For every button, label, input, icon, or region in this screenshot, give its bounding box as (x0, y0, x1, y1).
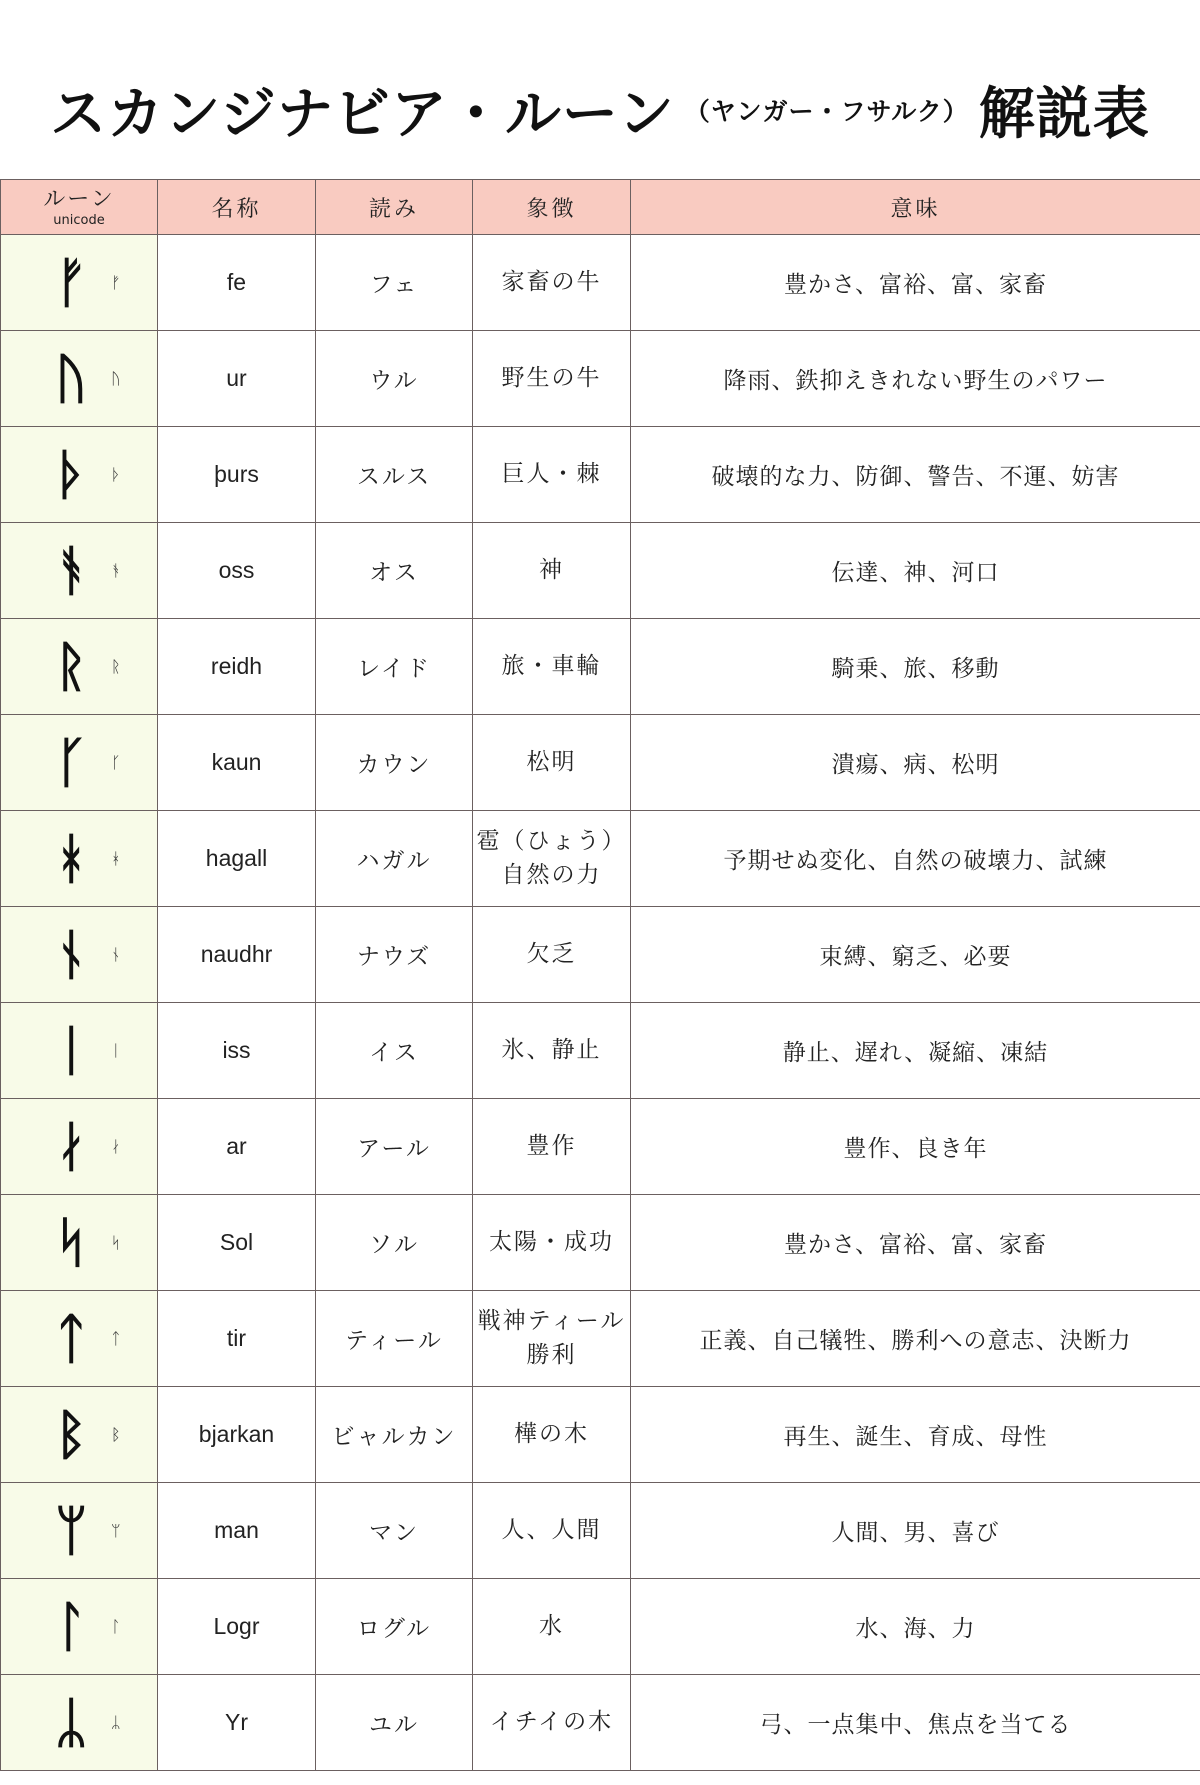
rune-glyph-unicode: ᛅ (111, 1136, 121, 1156)
rune-meaning: 豊かさ、富裕、富、家畜 (631, 1195, 1200, 1291)
rune-cell (1, 1099, 158, 1195)
table-row (1, 1675, 1200, 1771)
title-tail: 解説表 (978, 82, 1150, 147)
rune-reading: ナウズ (316, 907, 473, 1003)
rune-name: oss (158, 523, 316, 619)
rune-symbol-line: 松明 (526, 748, 577, 775)
table-row (1, 1483, 1200, 1579)
rune-name: bjarkan (158, 1387, 316, 1483)
rune-meaning: 豊かさ、富裕、富、家畜 (631, 235, 1200, 331)
rune-cell (1, 523, 158, 619)
rune-symbol (473, 715, 631, 811)
rune-glyph: ᛋ (55, 1210, 88, 1274)
rune-meaning: 束縛、窮乏、必要 (631, 907, 1200, 1003)
rune-cell (1, 235, 158, 331)
rune-meaning: 降雨、鉄抑えきれない野生のパワー (631, 331, 1200, 427)
rune-reading: カウン (316, 715, 473, 811)
rune-name: Sol (158, 1195, 316, 1291)
rune-meaning: 水、海、力 (631, 1579, 1200, 1675)
table-body (1, 235, 1200, 1771)
rune-cell (1, 907, 158, 1003)
rune-reading: フェ (316, 235, 473, 331)
rune-glyph-unicode: ᚼ (111, 848, 121, 868)
rune-glyph: ᛅ (55, 1114, 88, 1178)
header-rune (1, 180, 158, 235)
rune-name: naudhr (158, 907, 316, 1003)
rune-glyph: ᚦ (55, 442, 88, 506)
rune-meaning: 再生、誕生、育成、母性 (631, 1387, 1200, 1483)
rune-symbol-line: イチイの木 (489, 1708, 614, 1735)
table-row (1, 715, 1200, 811)
rune-symbol (473, 1675, 631, 1771)
rune-reading: ソル (316, 1195, 473, 1291)
rune-cell (1, 715, 158, 811)
rune-symbol-line: 巨人・棘 (501, 460, 602, 487)
table-row (1, 1579, 1200, 1675)
rune-glyph: ᛏ (55, 1306, 88, 1370)
rune-reading: スルス (316, 427, 473, 523)
rune-symbol-line: 旅・車輪 (501, 652, 602, 679)
rune-symbol (473, 811, 631, 907)
rune-cell (1, 1579, 158, 1675)
rune-reading: レイド (316, 619, 473, 715)
rune-table (0, 179, 1200, 1771)
rune-symbol-line: 自然の力 (501, 861, 602, 888)
rune-symbol-line: 人、人間 (501, 1516, 602, 1543)
header-symbol: 象徴 (473, 180, 631, 235)
rune-meaning: 伝達、神、河口 (631, 523, 1200, 619)
rune-cell (1, 1387, 158, 1483)
rune-glyph-unicode: ᛋ (111, 1232, 121, 1252)
rune-symbol (473, 619, 631, 715)
rune-meaning: 弓、一点集中、焦点を当てる (631, 1675, 1200, 1771)
rune-reading: アール (316, 1099, 473, 1195)
rune-symbol (473, 523, 631, 619)
header-name: 名称 (158, 180, 316, 235)
rune-glyph-unicode: ᚦ (111, 464, 121, 484)
table-header (1, 180, 1200, 235)
table-row (1, 907, 1200, 1003)
rune-symbol-line: 雹（ひょう） (476, 828, 627, 855)
rune-glyph: ᚾ (55, 922, 88, 986)
rune-cell (1, 1483, 158, 1579)
header-rune-sublabel: unicode (53, 212, 105, 228)
rune-glyph: ᛦ (55, 1690, 88, 1754)
rune-glyph-unicode: ᛘ (111, 1520, 121, 1540)
rune-name: Yr (158, 1675, 316, 1771)
rune-name: reidh (158, 619, 316, 715)
page-title (0, 60, 1200, 160)
rune-symbol (473, 1387, 631, 1483)
rune-meaning: 人間、男、喜び (631, 1483, 1200, 1579)
rune-glyph: ᛁ (55, 1018, 88, 1082)
header-rune-label: ルーン (43, 186, 115, 212)
rune-glyph: ᚠ (55, 250, 88, 314)
rune-symbol-line: 氷、静止 (501, 1036, 602, 1063)
rune-symbol (473, 1003, 631, 1099)
rune-meaning: 静止、遅れ、凝縮、凍結 (631, 1003, 1200, 1099)
rune-symbol-line: 豊作 (526, 1132, 577, 1159)
rune-meaning: 豊作、良き年 (631, 1099, 1200, 1195)
rune-glyph-unicode: ᛁ (111, 1040, 121, 1060)
rune-glyph-unicode: ᚾ (111, 944, 121, 964)
rune-cell (1, 1675, 158, 1771)
rune-glyph: ᛒ (55, 1402, 88, 1466)
rune-reading: ユル (316, 1675, 473, 1771)
rune-symbol (473, 1483, 631, 1579)
rune-glyph-unicode: ᚬ (111, 560, 121, 580)
rune-reading: イス (316, 1003, 473, 1099)
header-row (1, 180, 1200, 235)
rune-symbol (473, 907, 631, 1003)
rune-symbol (473, 1099, 631, 1195)
rune-glyph: ᛘ (55, 1498, 88, 1562)
rune-name: fe (158, 235, 316, 331)
rune-symbol-line: 欠乏 (526, 940, 577, 967)
rune-glyph-unicode: ᚱ (111, 656, 121, 676)
table-row (1, 1291, 1200, 1387)
table-row (1, 427, 1200, 523)
rune-glyph-unicode: ᚢ (111, 368, 121, 388)
rune-reading: ログル (316, 1579, 473, 1675)
rune-cell (1, 619, 158, 715)
table-row (1, 235, 1200, 331)
rune-symbol (473, 331, 631, 427)
rune-glyph-unicode: ᛚ (111, 1616, 121, 1636)
title-subtitle: （ヤンガー・フサルク） (684, 97, 969, 126)
rune-glyph: ᛚ (55, 1594, 88, 1658)
rune-glyph: ᚴ (55, 730, 88, 794)
rune-meaning: 騎乗、旅、移動 (631, 619, 1200, 715)
rune-name: þurs (158, 427, 316, 523)
rune-symbol-line: 水 (539, 1612, 564, 1639)
table-row (1, 1003, 1200, 1099)
rune-meaning: 予期せぬ変化、自然の破壊力、試練 (631, 811, 1200, 907)
rune-reading: ビャルカン (316, 1387, 473, 1483)
rune-symbol-line: 野生の牛 (501, 364, 602, 391)
rune-glyph-unicode: ᛒ (111, 1424, 121, 1444)
rune-glyph-unicode: ᚴ (111, 752, 121, 772)
rune-meaning: 潰瘍、病、松明 (631, 715, 1200, 811)
table-row (1, 331, 1200, 427)
rune-cell (1, 811, 158, 907)
rune-symbol (473, 427, 631, 523)
rune-name: tir (158, 1291, 316, 1387)
rune-cell (1, 1291, 158, 1387)
rune-reading: ウル (316, 331, 473, 427)
table-row (1, 619, 1200, 715)
rune-glyph: ᚢ (55, 346, 88, 410)
rune-reading: オス (316, 523, 473, 619)
table-row (1, 1387, 1200, 1483)
rune-symbol-line: 太陽・成功 (489, 1228, 614, 1255)
rune-symbol-line: 家畜の牛 (501, 268, 602, 295)
rune-meaning: 破壊的な力、防御、警告、不運、妨害 (631, 427, 1200, 523)
rune-symbol (473, 1195, 631, 1291)
rune-glyph-unicode: ᛏ (111, 1328, 121, 1348)
title-main: スカンジナビア・ルーン (50, 82, 675, 147)
rune-name: man (158, 1483, 316, 1579)
rune-name: iss (158, 1003, 316, 1099)
rune-glyph: ᚬ (55, 538, 88, 602)
table-row (1, 523, 1200, 619)
rune-symbol-line: 勝利 (526, 1341, 577, 1368)
rune-reading: マン (316, 1483, 473, 1579)
rune-reading: ティール (316, 1291, 473, 1387)
rune-name: Logr (158, 1579, 316, 1675)
rune-glyph: ᚱ (55, 634, 88, 698)
table-row (1, 1195, 1200, 1291)
rune-meaning: 正義、自己犠牲、勝利への意志、決断力 (631, 1291, 1200, 1387)
rune-symbol-line: 樺の木 (514, 1420, 589, 1447)
rune-glyph: ᚼ (55, 826, 88, 890)
rune-symbol (473, 1291, 631, 1387)
rune-symbol (473, 1579, 631, 1675)
rune-cell (1, 331, 158, 427)
rune-name: ar (158, 1099, 316, 1195)
rune-name: kaun (158, 715, 316, 811)
rune-glyph-unicode: ᛦ (111, 1712, 121, 1732)
header-reading: 読み (316, 180, 473, 235)
table-row (1, 1099, 1200, 1195)
rune-cell (1, 1003, 158, 1099)
rune-reading: ハガル (316, 811, 473, 907)
rune-cell (1, 1195, 158, 1291)
header-meaning: 意味 (631, 180, 1200, 235)
rune-cell (1, 427, 158, 523)
table-row (1, 811, 1200, 907)
rune-glyph-unicode: ᚠ (111, 272, 121, 292)
rune-symbol (473, 235, 631, 331)
rune-symbol-line: 戦神ティール (477, 1308, 626, 1335)
rune-symbol-line: 神 (539, 556, 564, 583)
rune-name: ur (158, 331, 316, 427)
rune-name: hagall (158, 811, 316, 907)
